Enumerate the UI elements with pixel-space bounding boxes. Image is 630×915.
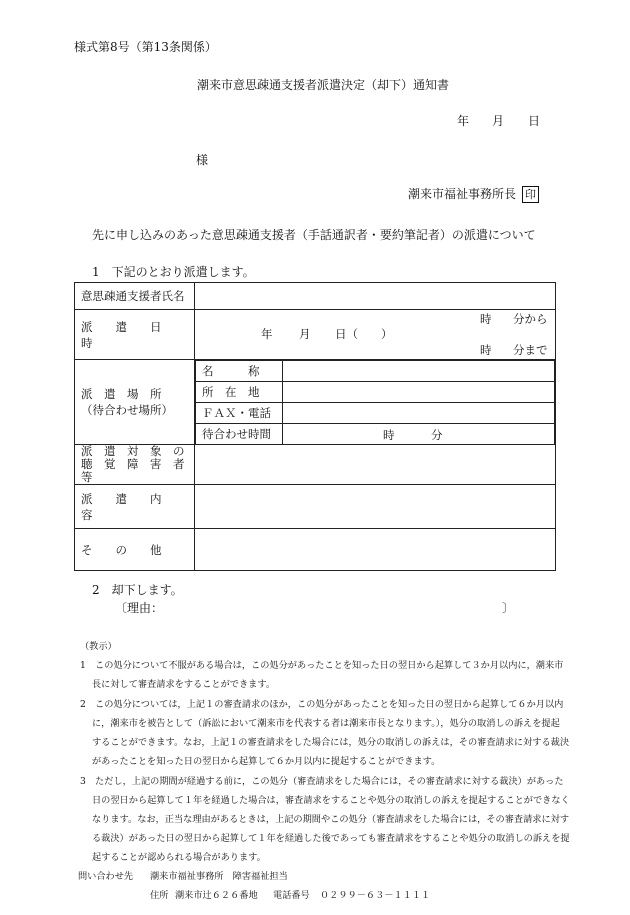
content-value	[195, 485, 556, 529]
place-label	[75, 360, 195, 445]
note-3-line4: る裁決）があった日の翌日から起算して１年を経過した後であっても審査請求をすることや処分の取消しの訴えを提	[92, 833, 570, 844]
dt-to-hour: 時	[480, 343, 492, 357]
target-label	[75, 445, 195, 485]
date-day-label: 日	[528, 114, 541, 128]
place-address-value	[283, 382, 555, 403]
other-value	[195, 529, 556, 571]
dt-from-min: 分から	[513, 312, 548, 326]
reason-open: 〔理由：	[115, 601, 164, 615]
note-3-line3: なります。なお，正当な理由があるときは，上記の期間やこの処分（審査請求をした場合には，その審査請求に対す	[92, 814, 570, 825]
place-label-line1: 派 遣 場 所	[81, 387, 162, 401]
place-label-line2: （待合わせ場所）	[81, 403, 173, 417]
dispatch-datetime-value	[195, 310, 556, 360]
other-label: そ の 他	[75, 529, 195, 571]
table-row	[75, 283, 556, 310]
target-value	[195, 445, 556, 485]
section2-heading: 2 却下します。	[92, 583, 183, 597]
notes-heading: （教示）	[80, 641, 117, 652]
dt-month: 月	[299, 327, 311, 341]
place-fax-value	[283, 403, 555, 424]
place-name-label: 名 称	[196, 361, 283, 382]
note-2-line2: に，潮来市を被告として（訴訟において潮来市を代表する者は潮来市長となります。），処分の取消しの訴えを提起	[92, 718, 560, 729]
note-1-line2: 長に対して審査請求をすることができます。	[92, 679, 276, 690]
place-subtable	[195, 360, 555, 444]
supporter-name-label: 意思疎通支援者氏名	[75, 283, 195, 310]
dt-year: 年	[261, 327, 273, 341]
place-value	[195, 360, 556, 445]
dispatch-table	[74, 282, 556, 571]
target-label-line1: 派 遣 対 象 の	[81, 444, 185, 458]
meet-min: 分	[431, 428, 443, 442]
meet-time-value	[283, 424, 555, 445]
table-row	[75, 485, 556, 529]
contact-office: 潮来市福祉事務所 障害福祉担当	[150, 871, 288, 882]
note-3-line2: 日の翌日から起算して１年を経過した場合は，審査請求をすることや処分の取消しの訴えを提起することができなく	[92, 795, 570, 806]
place-name-value	[283, 361, 555, 382]
meet-hour: 時	[383, 428, 395, 442]
table-row	[75, 529, 556, 571]
table-row	[75, 445, 556, 485]
note-2-line4: があったことを知った日の翌日から起算して６か月以内に提起することができます。	[92, 756, 441, 767]
meet-time-label: 待合わせ時間	[196, 424, 283, 445]
content-label: 派 遣 内 容	[75, 485, 195, 529]
dt-from-hour: 時	[480, 312, 492, 326]
note-1-line1: 1 この処分について不服がある場合は，この処分があったことを知った日の翌日から起算して３か月以内に，潮来市	[80, 660, 564, 671]
phone-label: 電話番号	[273, 890, 310, 901]
place-fax-label: ＦＡＸ・電話	[196, 403, 283, 424]
date-year-label: 年	[457, 114, 470, 128]
dispatch-datetime-label: 派 遣 日 時	[75, 310, 195, 360]
table-row	[75, 360, 556, 445]
address-label: 住所	[150, 890, 169, 901]
reason-close: 〕	[502, 601, 515, 615]
sender-line	[408, 185, 539, 203]
dt-day: 日（ ）	[335, 327, 393, 341]
document-title: 潮来市意思疎通支援者派遣決定（却下）通知書	[197, 78, 450, 92]
note-2-line3: することができます。なお，上記１の審査請求をした場合には，処分の取消しの訴えは，その審査請求に対する裁決	[92, 737, 570, 748]
note-3-line5: 起することが認められる場合があります。	[92, 852, 266, 863]
supporter-name-value	[195, 283, 556, 310]
sender-name: 潮来市福祉事務所長	[408, 187, 517, 201]
section1-heading: 1 下記のとおり派遣します。	[92, 265, 255, 279]
date-month-label: 月	[492, 114, 505, 128]
target-label-line2: 聴 覚 障 害 者 等	[81, 457, 196, 484]
note-3-line1: 3 ただし，上記の期間が経過する前に，この処分（審査請求をした場合には，その審査請求に対する裁決）があった	[80, 776, 564, 787]
phone-value: ０２９９－６３－１１１１	[320, 890, 431, 901]
seal-icon: 印	[522, 186, 539, 203]
dt-to-min: 分まで	[513, 343, 548, 357]
contact-label: 問い合わせ先	[78, 871, 134, 882]
intro-text: 先に申し込みのあった意思疎通支援者（手話通訳者・要約筆記者）の派遣について	[92, 228, 536, 242]
table-row	[75, 310, 556, 360]
addressee-honorific: 様	[196, 153, 209, 167]
place-address-label: 所 在 地	[196, 382, 283, 403]
form-number: 様式第8号（第13条関係）	[74, 40, 217, 54]
address-value: 潮来市辻６２６番地	[175, 890, 258, 901]
note-2-line1: 2 この処分については，上記１の審査請求のほか，この処分があったことを知った日の翌日から起算して６か月以内	[80, 699, 564, 710]
